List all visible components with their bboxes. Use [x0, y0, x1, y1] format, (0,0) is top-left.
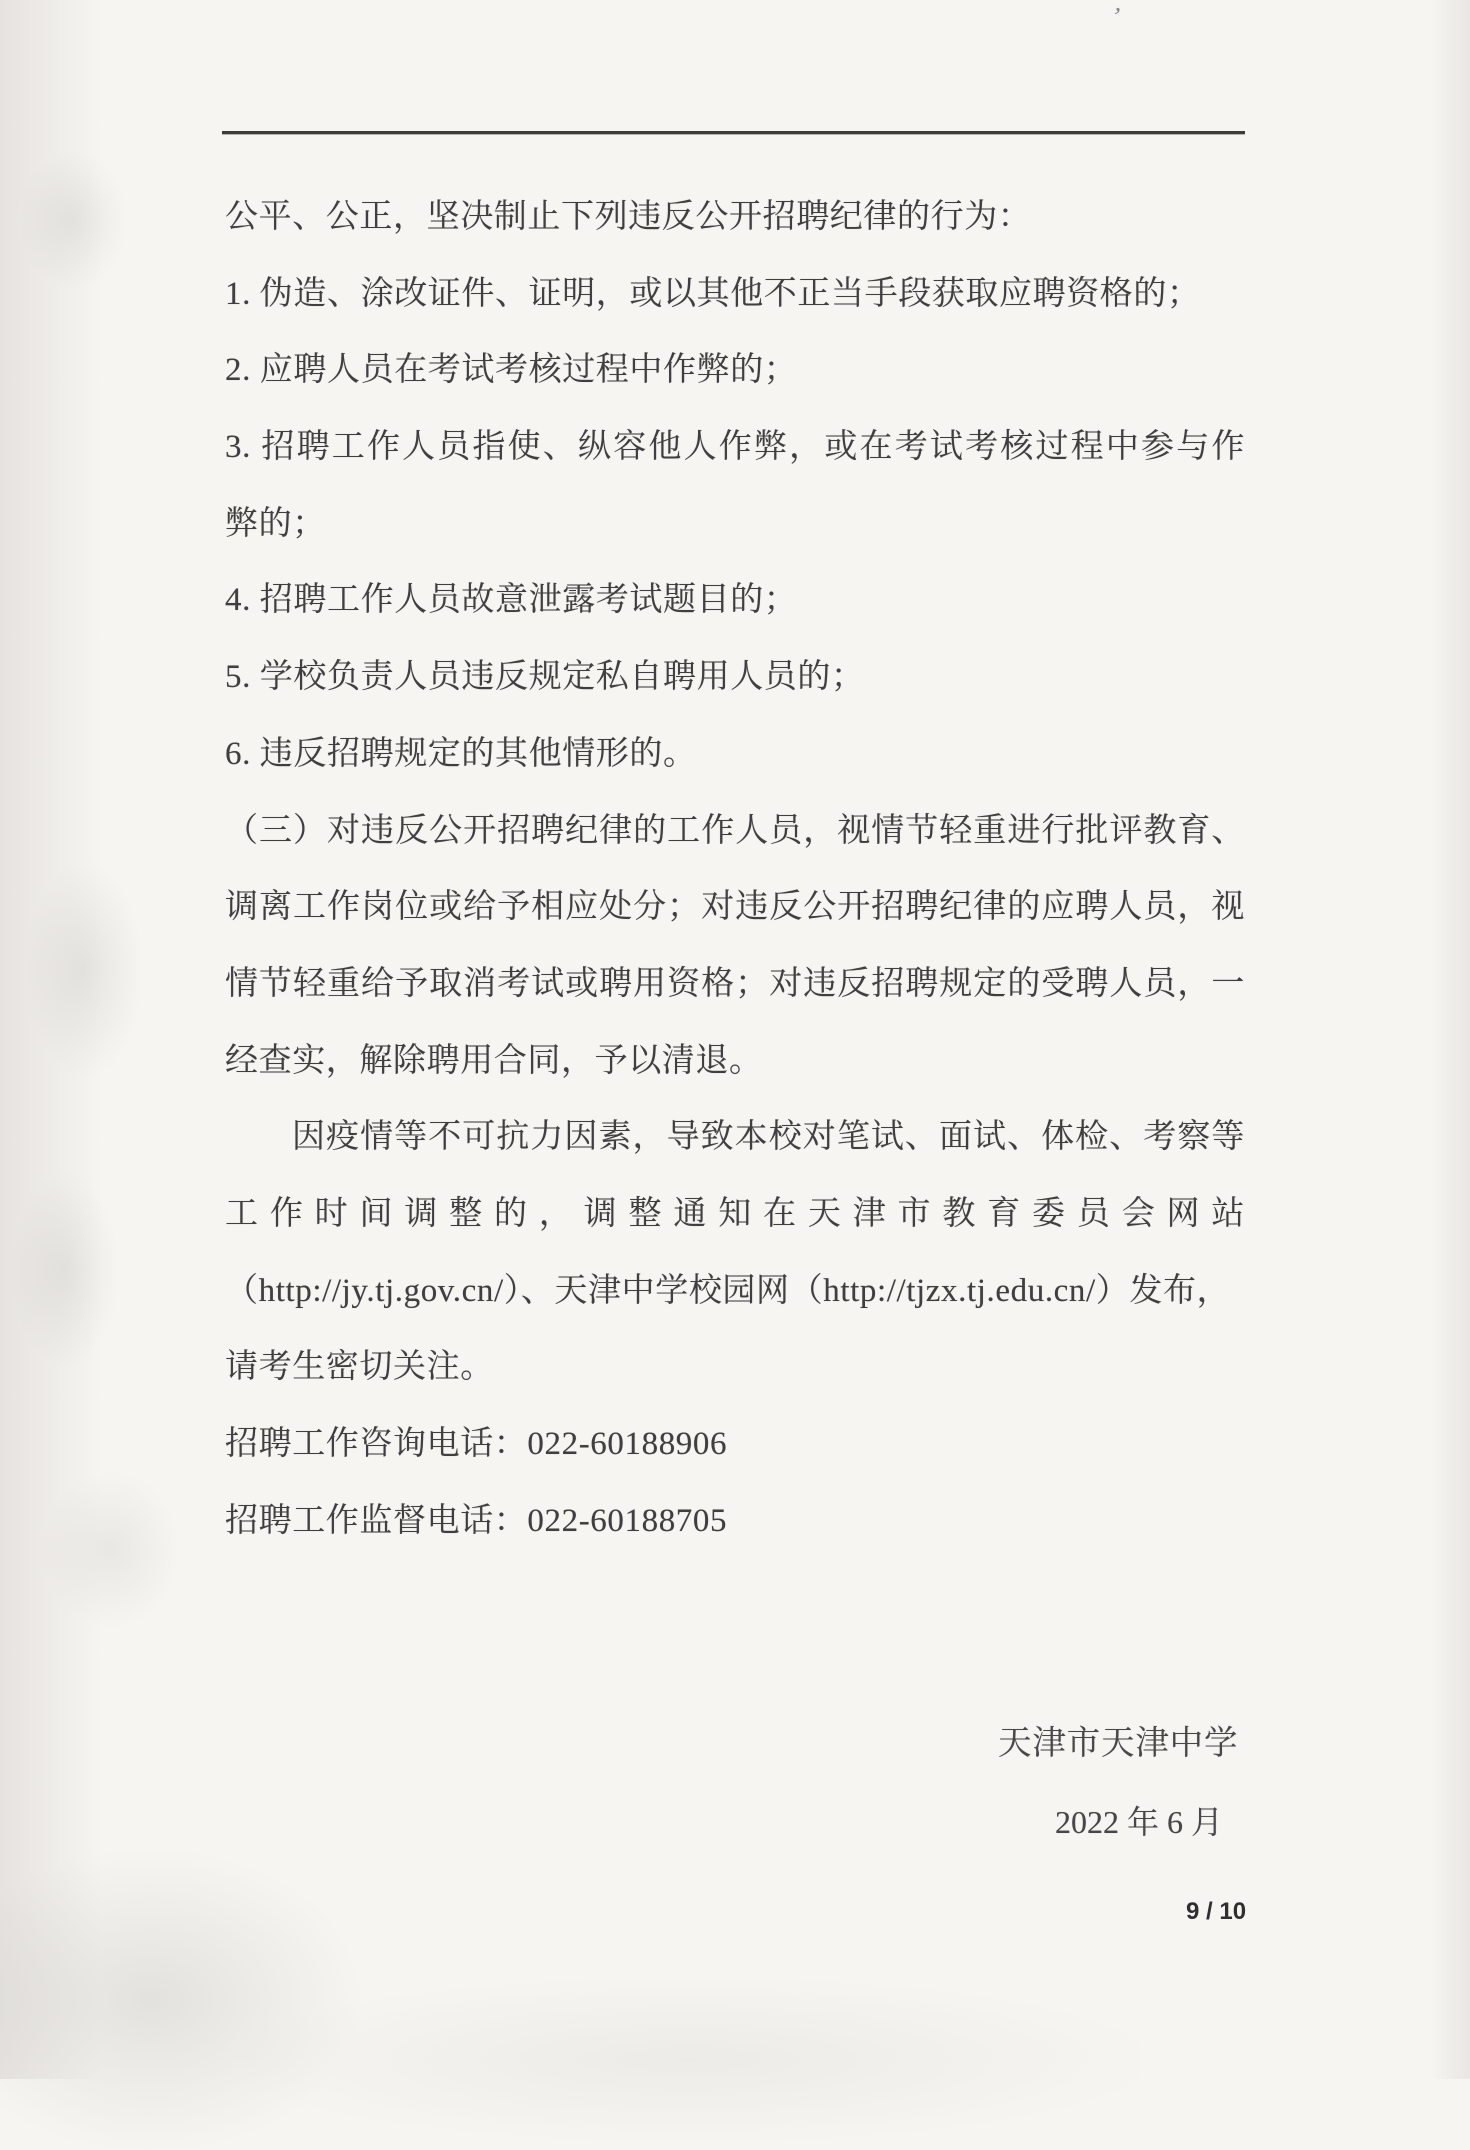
scan-smudge [24, 860, 144, 1080]
scan-smudge [18, 150, 128, 290]
doc-line: 公平、公正，坚决制止下列违反公开招聘纪律的行为： [225, 199, 1032, 235]
doc-line-item-4: 4. 招聘工作人员故意泄露考试题目的； [225, 582, 798, 619]
doc-line-item-6: 6. 违反招聘规定的其他情形的。 [225, 735, 697, 772]
doc-line-section-3: （三）对违反公开招聘纪律的工作人员，视情节轻重进行批评教育、 [225, 812, 1245, 849]
doc-line-item-1: 1. 伪造、涂改证件、证明，或以其他不正当手段获取应聘资格的； [225, 275, 1201, 312]
doc-line: 弊的； [225, 505, 326, 542]
scan-speck: ’ [1109, 1, 1124, 32]
signature-date: 2022 年 6 月 [1054, 1804, 1223, 1840]
doc-line: 情节轻重给予取消考试或聘用资格；对违反招聘规定的受聘人员，一 [225, 965, 1245, 1002]
scan-smudge [0, 1850, 360, 2150]
header-divider-rule [222, 131, 1245, 134]
scan-shadow-right [1430, 0, 1470, 2079]
doc-line: 调离工作岗位或给予相应处分；对违反公开招聘纪律的应聘人员，视 [225, 889, 1245, 926]
doc-line-consult-phone: 招聘工作咨询电话：022-60188906 [225, 1426, 728, 1462]
doc-line: 请考生密切关注。 [225, 1349, 494, 1386]
scan-smudge [10, 1170, 120, 1370]
doc-line: 工作时间调整的，调整通知在天津市教育委员会网站 [225, 1195, 1245, 1232]
scan-smudge [240, 1980, 1140, 2140]
document-body [225, 179, 1245, 1559]
scan-smudge [40, 1470, 180, 1630]
scan-shadow-left [0, 0, 120, 2079]
doc-line-item-3: 3. 招聘工作人员指使、纵容他人作弊，或在考试考核过程中参与作 [225, 429, 1245, 466]
signature: 天津市天津中学 [998, 1725, 1238, 1762]
doc-line: 因疫情等不可抗力因素，导致本校对笔试、面试、体检、考察等 [292, 1119, 1245, 1156]
doc-line-supervise-phone: 招聘工作监督电话：022-60188705 [225, 1502, 728, 1539]
doc-line-urls: （http://jy.tj.gov.cn/）、天津中学校园网（http://tjzx.tj.edu.cn/）发布， [225, 1272, 1231, 1309]
doc-line-item-5: 5. 学校负责人员违反规定私自聘用人员的； [225, 659, 865, 696]
page-number: 9 / 10 [1186, 1898, 1247, 1925]
doc-line-item-2: 2. 应聘人员在考试考核过程中作弊的； [225, 352, 798, 389]
doc-line: 经查实，解除聘用合同，予以清退。 [225, 1042, 763, 1079]
